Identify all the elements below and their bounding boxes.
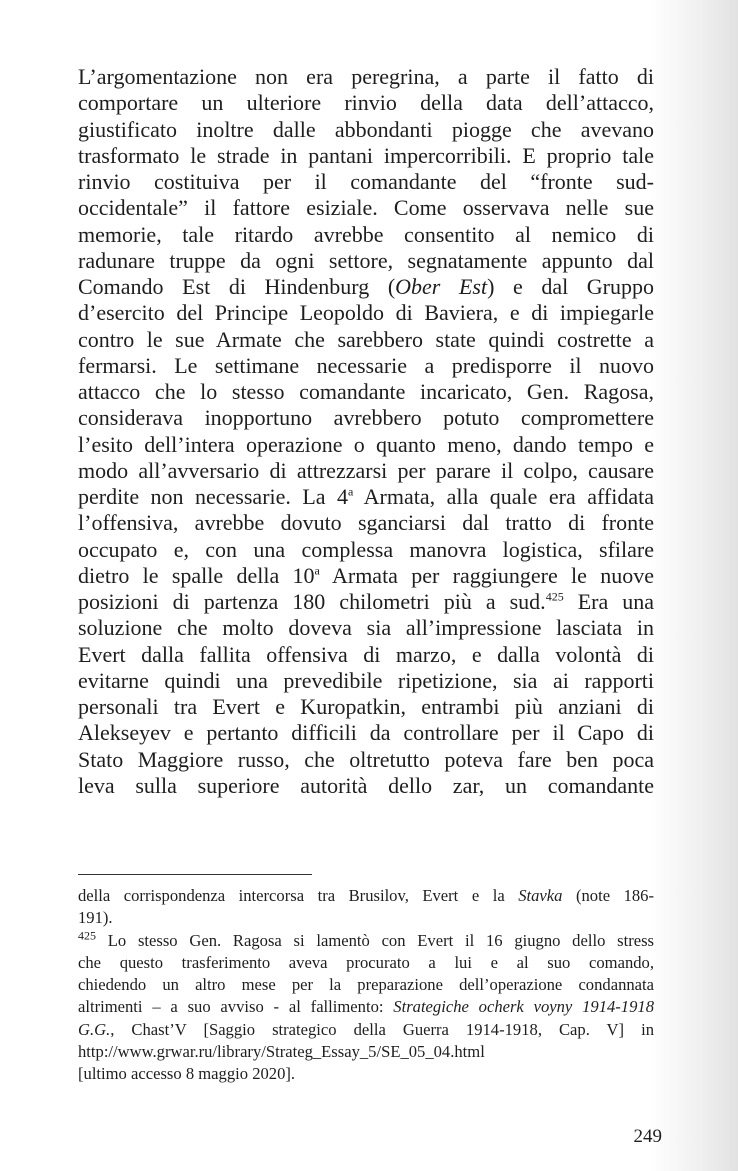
footnote-line: chiedendo un altro mese per la preparazione dell’operazione condannata (78, 975, 654, 995)
footnote-reference: 425 (545, 589, 564, 604)
footnote-url[interactable]: http://www.grwar.ru/library/Strateg_Essay_5/SE_05_04.html (78, 1042, 485, 1062)
text-line: occidentale” il fattore esiziale. Come osservava nelle sue (78, 195, 654, 221)
italic-term: Ober Est (395, 274, 488, 299)
text-segment: perdite non necessarie. La 4 (78, 484, 349, 509)
text-segment: Comando Est di Hindenburg ( (78, 274, 396, 299)
text-line (78, 274, 654, 300)
footnote-line (78, 885, 654, 907)
italic-title: Strategiche ocherk voyny 1914-1918 (393, 997, 654, 1017)
footnote-number: 425 (78, 928, 96, 943)
text-segment: posizioni di partenza 180 chilometri più a sud. (78, 589, 546, 614)
text-line: considerava inopportuno avrebbero potuto compromettere (78, 405, 654, 431)
footnote-line (78, 1019, 654, 1041)
text-line: soluzione che molto doveva sia all’impressione lasciata in (78, 615, 654, 641)
text-line: l’esito dell’intera operazione o quanto meno, dando tempo e (78, 431, 654, 457)
text-line: giustificato inoltre dalle abbondanti piogge che avevano (78, 116, 654, 142)
text-line: contro le sue Armate che sarebbero state quindi costrette a (78, 326, 654, 352)
text-segment: Armata per raggiungere le nuove (319, 562, 655, 588)
text-line: modo all’avversario di attrezzarsi per parare il colpo, causare (78, 457, 654, 483)
footnote-separator (78, 874, 312, 875)
text-line: comportare un ulteriore rinvio della data dell’attacco, (78, 90, 654, 116)
italic-term: Stavka (518, 886, 563, 905)
text-segment: , Chast’V [Saggio strategico della Guerra 1914-1918, Cap. V] in (110, 1019, 654, 1039)
text-line: attacco che lo stesso comandante incaricato, Gen. Ragosa, (78, 379, 654, 404)
text-line: rinvio costituiva per il comandante del “fronte sud- (78, 169, 654, 194)
text-line: d’esercito del Principe Leopoldo di Baviera, e di impiegarle (78, 300, 654, 326)
text-segment: dietro le spalle della 10 (78, 562, 315, 588)
text-line: l’offensiva, avrebbe dovuto sganciarsi dal tratto di fronte (78, 510, 654, 536)
text-line: fermarsi. Le settimane necessarie a predisporre il nuovo (78, 352, 654, 378)
text-line: personali tra Evert e Kuropatkin, entrambi più anziani di (78, 694, 654, 719)
text-segment: (note 186- (562, 886, 654, 905)
text-line: radunare truppe da ogni settore, segnatamente appunto dal (78, 247, 654, 273)
text-line: evitarne quindi una prevedibile ripetizione, sia ai rapporti (78, 667, 654, 693)
text-line: memorie, tale ritardo avrebbe consentito al nemico di (78, 221, 654, 247)
footnote-line: 191). (78, 908, 113, 928)
text-line: L’argomentazione non era peregrina, a parte il fatto di (78, 64, 654, 89)
text-segment: Lo stesso Gen. Ragosa si lamentò con Evert il 16 giugno dello stress (96, 930, 654, 950)
italic-title: G.G. (78, 1019, 111, 1039)
text-line: Alekseyev e pertanto difficili da controllare per il Capo di (78, 720, 654, 746)
footnote-line: che questo trasferimento aveva procurato a lui e al suo comando, (78, 952, 654, 972)
text-line: occupato e, con una complessa manovra logistica, sfilare (78, 536, 654, 562)
text-line (78, 563, 654, 589)
footnotes (78, 885, 654, 1086)
text-segment: Era una (563, 589, 654, 614)
text-line: Evert dalla fallita offensiva di marzo, e dalla volontà di (78, 641, 654, 667)
text-segment: ) e dal Gruppo (487, 274, 655, 299)
text-segment: altrimenti – a suo avviso - al fallimento: (78, 997, 394, 1017)
footnote-line: [ultimo accesso 8 maggio 2020]. (78, 1064, 296, 1084)
text-line: trasformato le strade in pantani impercorribili. E proprio tale (78, 142, 654, 168)
body-text (78, 64, 654, 799)
ordinal-superscript: a (348, 484, 354, 499)
text-line (78, 589, 654, 615)
text-line: Stato Maggiore russo, che oltretutto poteva fare ben poca (78, 746, 654, 772)
text-segment: della corrispondenza intercorsa tra Brusilov, Evert e la (78, 886, 519, 905)
footnote-line (78, 930, 654, 952)
footnote-line (78, 996, 654, 1018)
text-line (78, 484, 654, 510)
ordinal-superscript: a (314, 563, 320, 578)
text-line: leva sulla superiore autorità dello zar, un comandante (78, 772, 654, 798)
page-number: 249 (633, 1126, 662, 1147)
text-segment: Armata, alla quale era affidata (353, 484, 654, 509)
